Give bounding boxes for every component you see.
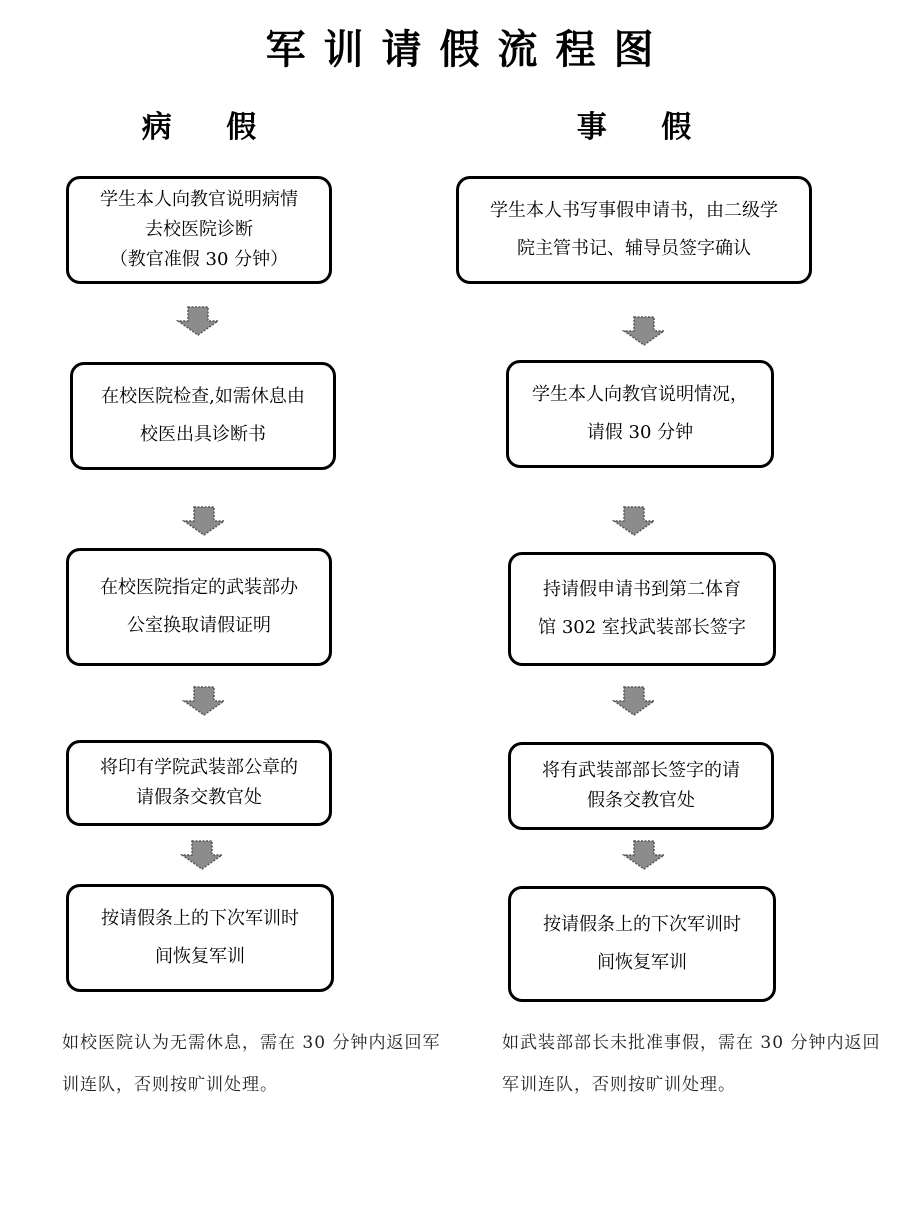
down-arrow-icon: [622, 316, 666, 346]
down-arrow-icon: [182, 686, 226, 716]
personal-step-3-box: [508, 552, 776, 666]
sick-leave-heading: 病 假: [141, 110, 279, 145]
personal-leave-note: 如武装部部长未批准事假，需在 30 分钟内返回军训连队，否则按旷训处理。: [502, 1033, 881, 1095]
sick-step-4-text: 将印有学院武装部公章的 请假条交教官处: [100, 757, 298, 808]
sick-leave-note: 如校医院认为无需休息，需在 30 分钟内返回军训连队，否则按旷训处理。: [62, 1033, 441, 1095]
down-arrow-icon: [182, 506, 226, 536]
personal-step-5-text: 按请假条上的下次军训时 间恢复军训: [543, 914, 741, 973]
sick-step-2-text: 在校医院检查,如需休息由 校医出具诊断书: [101, 386, 305, 445]
page-title: 军训请假流程图: [265, 27, 672, 73]
sick-step-3-text: 在校医院指定的武装部办 公室换取请假证明: [100, 577, 298, 636]
down-arrow-icon: [612, 506, 656, 536]
down-arrow-icon: [180, 840, 224, 870]
sick-step-3-box: [66, 548, 332, 666]
down-arrow-icon: [176, 306, 220, 336]
down-arrow-icon: [622, 840, 666, 870]
sick-step-5-box: [66, 884, 334, 992]
sick-step-4-box: [66, 740, 332, 826]
personal-step-3-text: 持请假申请书到第二体育 馆 302 室找武装部长签字: [538, 579, 746, 638]
personal-step-1-box: [456, 176, 812, 284]
down-arrow-icon: [612, 686, 656, 716]
sick-step-1-text: 学生本人向教官说明病情 去校医院诊断 （教官准假 30 分钟）: [100, 189, 298, 270]
personal-step-2-text: 学生本人向教官说明情况， 请假 30 分钟: [532, 384, 748, 443]
sick-step-2-box: [70, 362, 336, 470]
sick-step-5-text: 按请假条上的下次军训时 间恢复军训: [101, 908, 299, 967]
personal-leave-heading: 事 假: [576, 110, 714, 145]
personal-step-5-box: [508, 886, 776, 1002]
personal-step-2-box: [506, 360, 774, 468]
personal-step-1-text: 学生本人书写事假申请书，由二级学 院主管书记、辅导员签字确认: [490, 200, 778, 259]
personal-step-4-box: [508, 742, 774, 830]
sick-step-1-box: [66, 176, 332, 284]
personal-step-4-text: 将有武装部部长签字的请 假条交教官处: [542, 760, 740, 811]
